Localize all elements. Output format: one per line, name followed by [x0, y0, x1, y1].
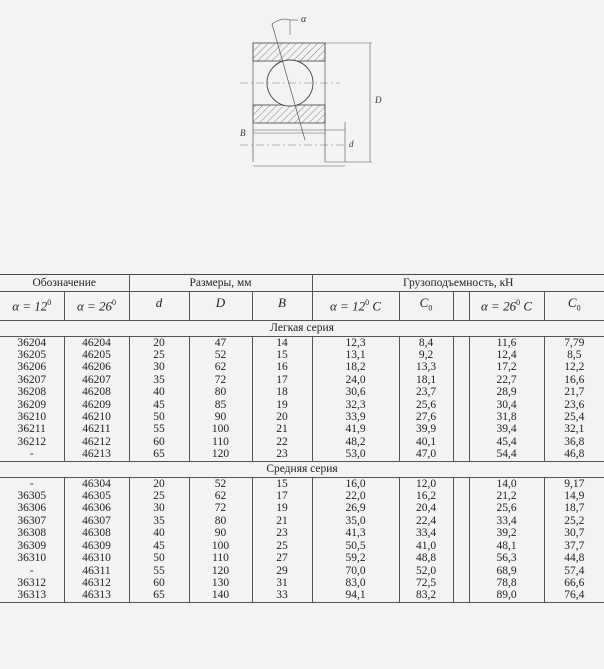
table-cell: 36210: [0, 411, 64, 423]
dimensions-header: Размеры, мм: [129, 275, 312, 292]
table-cell: 36,8: [544, 436, 604, 448]
table-cell: 14,9: [544, 490, 604, 502]
gap-cell: [453, 565, 469, 577]
table-cell: 39,9: [399, 423, 453, 435]
table-cell: 78,8: [469, 577, 544, 589]
table-cell: 23,6: [544, 399, 604, 411]
table-cell: 23,7: [399, 386, 453, 398]
table-cell: 17: [252, 374, 312, 386]
table-cell: 52,0: [399, 565, 453, 577]
table-cell: 21,2: [469, 490, 544, 502]
table-cell: 26,9: [312, 502, 399, 514]
gap-cell: [453, 490, 469, 502]
gap-cell: [453, 336, 469, 349]
table-cell: 24,0: [312, 374, 399, 386]
table-cell: 36307: [0, 515, 64, 527]
table-cell: 22,7: [469, 374, 544, 386]
gap-cell: [453, 361, 469, 373]
capacity-header: Грузоподъемность, кН: [312, 275, 604, 292]
table-cell: 30,7: [544, 527, 604, 539]
gap-header: [453, 292, 469, 321]
table-cell: 36206: [0, 361, 64, 373]
table-cell: 72: [189, 502, 252, 514]
table-cell: 36209: [0, 399, 64, 411]
gap-cell: [453, 349, 469, 361]
gap-cell: [453, 399, 469, 411]
table-cell: 19: [252, 399, 312, 411]
gap-cell: [453, 477, 469, 490]
table-cell: 36308: [0, 527, 64, 539]
table-cell: 46306: [64, 502, 129, 514]
table-cell: 100: [189, 540, 252, 552]
table-cell: 16,2: [399, 490, 453, 502]
table-row: [0, 411, 604, 423]
table-cell: 94,1: [312, 589, 399, 602]
table-cell: 39,2: [469, 527, 544, 539]
table-row: [0, 477, 604, 490]
table-cell: 35,0: [312, 515, 399, 527]
table-cell: 25,6: [469, 502, 544, 514]
table-cell: 89,0: [469, 589, 544, 602]
table-cell: 110: [189, 436, 252, 448]
table-cell: 20: [252, 411, 312, 423]
table-cell: 36204: [0, 336, 64, 349]
gap-cell: [453, 411, 469, 423]
table-cell: 35: [129, 374, 189, 386]
table-cell: 76,4: [544, 589, 604, 602]
table-cell: 120: [189, 565, 252, 577]
table-cell: 13,1: [312, 349, 399, 361]
gap-cell: [453, 540, 469, 552]
table-cell: 18,2: [312, 361, 399, 373]
table-cell: 15: [252, 477, 312, 490]
table-cell: 20: [129, 336, 189, 349]
table-cell: 100: [189, 423, 252, 435]
table-cell: 41,9: [312, 423, 399, 435]
table-cell: 25: [252, 540, 312, 552]
table-cell: 47,0: [399, 448, 453, 461]
table-cell: 46210: [64, 411, 129, 423]
table-cell: 18,7: [544, 502, 604, 514]
table-row: [0, 336, 604, 349]
table-cell: 54,4: [469, 448, 544, 461]
gap-cell: [453, 502, 469, 514]
table-cell: 45: [129, 540, 189, 552]
table-cell: 90: [189, 527, 252, 539]
table-cell: 36312: [0, 577, 64, 589]
table-cell: 9,2: [399, 349, 453, 361]
table-cell: 50: [129, 411, 189, 423]
table-cell: 16,0: [312, 477, 399, 490]
table-cell: 46205: [64, 349, 129, 361]
table-cell: 14,0: [469, 477, 544, 490]
table-cell: 28,9: [469, 386, 544, 398]
bearing-drawing: [0, 0, 604, 270]
table-cell: 72,5: [399, 577, 453, 589]
series-title-row: [0, 320, 604, 336]
designation-header: Обозначение: [0, 275, 129, 292]
table-cell: 27: [252, 552, 312, 564]
table-cell: 44,8: [544, 552, 604, 564]
table-cell: 13,3: [399, 361, 453, 373]
table-row: [0, 423, 604, 435]
series-title: Легкая серия: [0, 320, 604, 336]
table-cell: 46305: [64, 490, 129, 502]
table-cell: 40: [129, 386, 189, 398]
table-cell: 32,3: [312, 399, 399, 411]
table-cell: 30: [129, 361, 189, 373]
table-cell: 40,1: [399, 436, 453, 448]
table-cell: 33: [252, 589, 312, 602]
table-cell: 52: [189, 477, 252, 490]
table-cell: 46213: [64, 448, 129, 461]
table-cell: 46307: [64, 515, 129, 527]
table-cell: 47: [189, 336, 252, 349]
table-cell: 45: [129, 399, 189, 411]
table-cell: 56,3: [469, 552, 544, 564]
table-cell: 36310: [0, 552, 64, 564]
table-cell: 46304: [64, 477, 129, 490]
table-cell: 46208: [64, 386, 129, 398]
table-cell: 36212: [0, 436, 64, 448]
table-cell: 29: [252, 565, 312, 577]
table-cell: 16,6: [544, 374, 604, 386]
table-cell: 11,6: [469, 336, 544, 349]
table-cell: 40: [129, 527, 189, 539]
table-cell: 21,7: [544, 386, 604, 398]
table-cell: 41,3: [312, 527, 399, 539]
table-cell: 35: [129, 515, 189, 527]
table-cell: 33,9: [312, 411, 399, 423]
table-cell: 57,4: [544, 565, 604, 577]
table-cell: 12,3: [312, 336, 399, 349]
table-cell: 21: [252, 423, 312, 435]
table-cell: 52: [189, 349, 252, 361]
table-cell: 48,1: [469, 540, 544, 552]
table-cell: 36207: [0, 374, 64, 386]
table-cell: 55: [129, 423, 189, 435]
gap-cell: [453, 436, 469, 448]
table-cell: -: [0, 448, 64, 461]
table-cell: 18: [252, 386, 312, 398]
table-cell: 85: [189, 399, 252, 411]
table-row: [0, 374, 604, 386]
table-cell: 9,17: [544, 477, 604, 490]
gap-cell: [453, 386, 469, 398]
table-row: [0, 565, 604, 577]
table-cell: 25: [129, 490, 189, 502]
table-cell: 32,1: [544, 423, 604, 435]
C-alpha12-header: $\alpha = 12^0$ C: [312, 292, 399, 321]
gap-cell: [453, 423, 469, 435]
table-cell: 46,8: [544, 448, 604, 461]
table-cell: 36211: [0, 423, 64, 435]
table-cell: 18,1: [399, 374, 453, 386]
table-cell: 46212: [64, 436, 129, 448]
table-cell: 36313: [0, 589, 64, 602]
table-cell: 50,5: [312, 540, 399, 552]
table-cell: 46312: [64, 577, 129, 589]
alpha26-header: $\alpha = 26^0$: [64, 292, 129, 321]
gap-cell: [453, 577, 469, 589]
table-cell: 55: [129, 565, 189, 577]
outer-ring: [253, 43, 325, 61]
table-cell: 80: [189, 386, 252, 398]
table-row: [0, 490, 604, 502]
table-cell: 120: [189, 448, 252, 461]
table-row: [0, 361, 604, 373]
d-header: d: [129, 292, 189, 321]
series-title-row: [0, 461, 604, 477]
table-row: [0, 386, 604, 398]
alpha-label: α: [301, 14, 307, 25]
table-cell: 66,6: [544, 577, 604, 589]
table-cell: 22: [252, 436, 312, 448]
C0-alpha12-header: $C_0$: [399, 292, 453, 321]
table-cell: 20,4: [399, 502, 453, 514]
D-header: D: [189, 292, 252, 321]
table-cell: 39,4: [469, 423, 544, 435]
table-cell: 25,4: [544, 411, 604, 423]
table-cell: 31,8: [469, 411, 544, 423]
table-cell: 46310: [64, 552, 129, 564]
bearing-spec-table: [0, 274, 604, 603]
table-cell: 60: [129, 436, 189, 448]
header-row-1: [0, 275, 604, 292]
table-cell: 36208: [0, 386, 64, 398]
table-row: [0, 552, 604, 564]
table-cell: 19: [252, 502, 312, 514]
table-cell: 140: [189, 589, 252, 602]
gap-cell: [453, 527, 469, 539]
table-cell: 25,2: [544, 515, 604, 527]
C-alpha26-header: $\alpha = 26^0$ C: [469, 292, 544, 321]
table-cell: 83,2: [399, 589, 453, 602]
table-cell: 15: [252, 349, 312, 361]
B-label: B: [240, 128, 246, 138]
alpha12-header: $\alpha = 12^0$: [0, 292, 64, 321]
table-row: [0, 515, 604, 527]
table-cell: 30,6: [312, 386, 399, 398]
table-cell: 65: [129, 448, 189, 461]
table-cell: 8,5: [544, 349, 604, 361]
table-row: [0, 527, 604, 539]
table-cell: 48,2: [312, 436, 399, 448]
D-label: D: [375, 95, 382, 105]
table-cell: 72: [189, 374, 252, 386]
series-title: Средняя серия: [0, 461, 604, 477]
B-header: B: [252, 292, 312, 321]
table-row: [0, 502, 604, 514]
table-cell: 65: [129, 589, 189, 602]
table-cell: 36306: [0, 502, 64, 514]
table-row: [0, 436, 604, 448]
table-cell: 50: [129, 552, 189, 564]
gap-cell: [453, 552, 469, 564]
table-row: [0, 349, 604, 361]
table-cell: 27,6: [399, 411, 453, 423]
gap-cell: [453, 374, 469, 386]
table-cell: 17,2: [469, 361, 544, 373]
table-cell: 33,4: [469, 515, 544, 527]
inner-ring: [253, 105, 325, 123]
table-cell: 46311: [64, 565, 129, 577]
table-cell: 21: [252, 515, 312, 527]
table-cell: -: [0, 565, 64, 577]
table-cell: 60: [129, 577, 189, 589]
table-row: [0, 589, 604, 602]
table-cell: 12,2: [544, 361, 604, 373]
table-cell: 45,4: [469, 436, 544, 448]
table-cell: 62: [189, 490, 252, 502]
table-cell: 30,4: [469, 399, 544, 411]
table-cell: 14: [252, 336, 312, 349]
table-cell: 46313: [64, 589, 129, 602]
table-cell: 16: [252, 361, 312, 373]
table-cell: -: [0, 477, 64, 490]
table-cell: 46211: [64, 423, 129, 435]
table-cell: 36305: [0, 490, 64, 502]
table-cell: 80: [189, 515, 252, 527]
table-cell: 22,0: [312, 490, 399, 502]
table-cell: 36205: [0, 349, 64, 361]
table-cell: 41,0: [399, 540, 453, 552]
table-row: [0, 448, 604, 461]
table-cell: 62: [189, 361, 252, 373]
table-cell: 12,0: [399, 477, 453, 490]
table-cell: 36309: [0, 540, 64, 552]
table-cell: 46308: [64, 527, 129, 539]
table-cell: 25,6: [399, 399, 453, 411]
table-cell: 17: [252, 490, 312, 502]
table-cell: 46204: [64, 336, 129, 349]
table-cell: 53,0: [312, 448, 399, 461]
table-cell: 68,9: [469, 565, 544, 577]
gap-cell: [453, 448, 469, 461]
table-cell: 90: [189, 411, 252, 423]
header-row-2: [0, 292, 604, 321]
table-cell: 46209: [64, 399, 129, 411]
table-row: [0, 577, 604, 589]
table-cell: 59,2: [312, 552, 399, 564]
table-cell: 110: [189, 552, 252, 564]
C0-alpha26-header: $C_0$: [544, 292, 604, 321]
table-row: [0, 540, 604, 552]
table-cell: 23: [252, 448, 312, 461]
table-cell: 30: [129, 502, 189, 514]
table-cell: 70,0: [312, 565, 399, 577]
table-cell: 48,8: [399, 552, 453, 564]
table-cell: 8,4: [399, 336, 453, 349]
table-cell: 37,7: [544, 540, 604, 552]
table-cell: 12,4: [469, 349, 544, 361]
table-cell: 22,4: [399, 515, 453, 527]
table-cell: 46207: [64, 374, 129, 386]
table-cell: 46309: [64, 540, 129, 552]
gap-cell: [453, 589, 469, 602]
table-cell: 46206: [64, 361, 129, 373]
gap-cell: [453, 515, 469, 527]
table-cell: 20: [129, 477, 189, 490]
table-row: [0, 399, 604, 411]
table-cell: 7,79: [544, 336, 604, 349]
table-cell: 23: [252, 527, 312, 539]
table-cell: 31: [252, 577, 312, 589]
table-cell: 83,0: [312, 577, 399, 589]
table-cell: 130: [189, 577, 252, 589]
d-label: d: [349, 139, 354, 149]
table-cell: 33,4: [399, 527, 453, 539]
table-cell: 25: [129, 349, 189, 361]
